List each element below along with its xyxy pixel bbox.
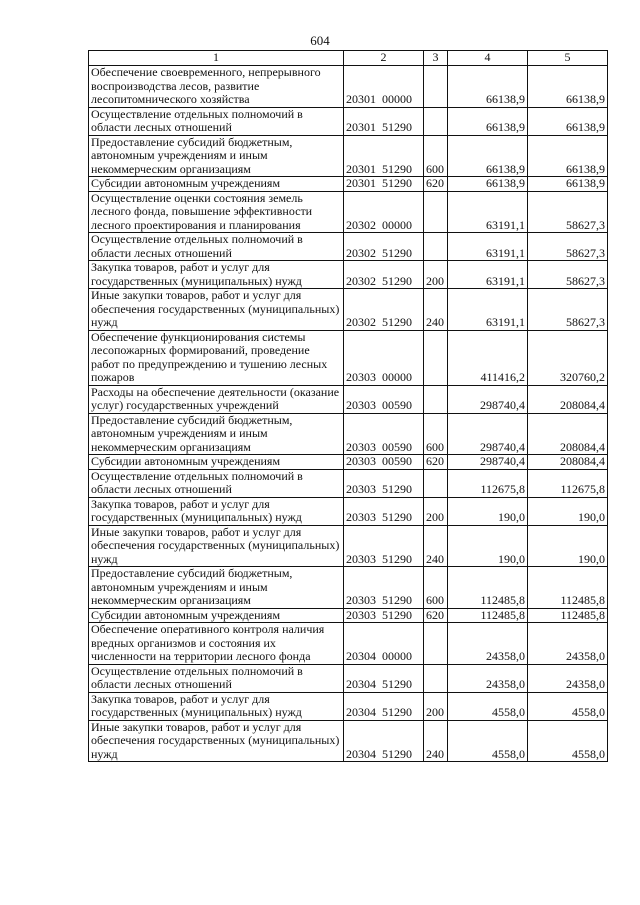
row-name: Закупка товаров, работ и услуг для государственных (муниципальных) нужд bbox=[89, 261, 344, 289]
row-name: Обеспечение своевременного, непрерывного воспроизводства лесов, развитие лесопитомнического хозяйства bbox=[89, 66, 344, 108]
row-name: Осуществление отдельных полномочий в области лесных отношений bbox=[89, 233, 344, 261]
row-value-col4: 190,0 bbox=[448, 497, 528, 525]
row-expense-type bbox=[424, 469, 448, 497]
row-code: 20303 00590 bbox=[344, 385, 424, 413]
table-row bbox=[89, 525, 608, 567]
header-row bbox=[89, 51, 608, 66]
row-expense-type: 600 bbox=[424, 413, 448, 455]
row-name: Предоставление субсидий бюджетным, автономным учреждениям и иным некоммерческим организациям bbox=[89, 567, 344, 609]
row-expense-type: 200 bbox=[424, 497, 448, 525]
row-value-col5: 190,0 bbox=[528, 525, 608, 567]
row-value-col5: 320760,2 bbox=[528, 330, 608, 385]
row-code: 20301 00000 bbox=[344, 66, 424, 108]
table-row bbox=[89, 608, 608, 623]
table-row bbox=[89, 497, 608, 525]
row-code: 20304 51290 bbox=[344, 664, 424, 692]
page-number: 604 bbox=[310, 33, 330, 48]
row-name: Субсидии автономным учреждениям bbox=[89, 177, 344, 192]
table-row bbox=[89, 720, 608, 762]
row-expense-type: 240 bbox=[424, 525, 448, 567]
row-code: 20303 00000 bbox=[344, 330, 424, 385]
row-value-col4: 411416,2 bbox=[448, 330, 528, 385]
row-name: Иные закупки товаров, работ и услуг для обеспечения государственных (муниципальных) нужд bbox=[89, 525, 344, 567]
row-name: Предоставление субсидий бюджетным, автономным учреждениям и иным некоммерческим организациям bbox=[89, 135, 344, 177]
row-value-col5: 24358,0 bbox=[528, 623, 608, 665]
row-value-col4: 63191,1 bbox=[448, 233, 528, 261]
row-expense-type: 200 bbox=[424, 692, 448, 720]
header-col-3: 3 bbox=[424, 51, 448, 66]
row-value-col4: 298740,4 bbox=[448, 455, 528, 470]
row-value-col5: 112485,8 bbox=[528, 608, 608, 623]
row-value-col5: 190,0 bbox=[528, 497, 608, 525]
table-row bbox=[89, 385, 608, 413]
table-row bbox=[89, 177, 608, 192]
row-name: Осуществление отдельных полномочий в области лесных отношений bbox=[89, 107, 344, 135]
row-value-col4: 298740,4 bbox=[448, 413, 528, 455]
row-value-col4: 112485,8 bbox=[448, 608, 528, 623]
table-body bbox=[89, 66, 608, 762]
table-row bbox=[89, 413, 608, 455]
table-row bbox=[89, 330, 608, 385]
table-row bbox=[89, 135, 608, 177]
row-expense-type: 240 bbox=[424, 289, 448, 331]
row-expense-type: 240 bbox=[424, 720, 448, 762]
row-value-col5: 58627,3 bbox=[528, 233, 608, 261]
row-name: Иные закупки товаров, работ и услуг для обеспечения государственных (муниципальных) нужд bbox=[89, 720, 344, 762]
row-value-col4: 63191,1 bbox=[448, 191, 528, 233]
row-name: Осуществление отдельных полномочий в области лесных отношений bbox=[89, 664, 344, 692]
row-code: 20301 51290 bbox=[344, 135, 424, 177]
table-row bbox=[89, 66, 608, 108]
row-code: 20303 00590 bbox=[344, 455, 424, 470]
row-value-col5: 4558,0 bbox=[528, 720, 608, 762]
row-value-col4: 112485,8 bbox=[448, 567, 528, 609]
row-expense-type bbox=[424, 66, 448, 108]
row-value-col4: 4558,0 bbox=[448, 692, 528, 720]
row-value-col4: 66138,9 bbox=[448, 66, 528, 108]
row-code: 20304 51290 bbox=[344, 720, 424, 762]
row-expense-type bbox=[424, 623, 448, 665]
row-name: Иные закупки товаров, работ и услуг для обеспечения государственных (муниципальных) нужд bbox=[89, 289, 344, 331]
row-code: 20304 51290 bbox=[344, 692, 424, 720]
table-row bbox=[89, 623, 608, 665]
table-row bbox=[89, 455, 608, 470]
table-row bbox=[89, 233, 608, 261]
row-code: 20301 51290 bbox=[344, 177, 424, 192]
row-code: 20301 51290 bbox=[344, 107, 424, 135]
row-code: 20303 00590 bbox=[344, 413, 424, 455]
row-expense-type: 620 bbox=[424, 608, 448, 623]
row-code: 20303 51290 bbox=[344, 525, 424, 567]
row-value-col5: 66138,9 bbox=[528, 66, 608, 108]
row-expense-type: 600 bbox=[424, 567, 448, 609]
row-name: Осуществление отдельных полномочий в области лесных отношений bbox=[89, 469, 344, 497]
row-value-col5: 24358,0 bbox=[528, 664, 608, 692]
row-value-col5: 4558,0 bbox=[528, 692, 608, 720]
table-row bbox=[89, 261, 608, 289]
row-value-col5: 58627,3 bbox=[528, 289, 608, 331]
row-expense-type: 620 bbox=[424, 455, 448, 470]
row-name: Субсидии автономным учреждениям bbox=[89, 608, 344, 623]
row-name: Предоставление субсидий бюджетным, автономным учреждениям и иным некоммерческим организациям bbox=[89, 413, 344, 455]
table-row bbox=[89, 107, 608, 135]
row-name: Обеспечение функционирования системы лесопожарных формирований, проведение работ по предупреждению и тушению лесных пожаров bbox=[89, 330, 344, 385]
header-col-1: 1 bbox=[89, 51, 344, 66]
row-value-col5: 112485,8 bbox=[528, 567, 608, 609]
row-value-col4: 66138,9 bbox=[448, 177, 528, 192]
row-code: 20302 51290 bbox=[344, 261, 424, 289]
row-name: Обеспечение оперативного контроля наличия вредных организмов и состояния их численности на территории лесного фонда bbox=[89, 623, 344, 665]
row-value-col5: 58627,3 bbox=[528, 191, 608, 233]
row-code: 20304 00000 bbox=[344, 623, 424, 665]
row-value-col4: 298740,4 bbox=[448, 385, 528, 413]
row-expense-type bbox=[424, 385, 448, 413]
row-name: Субсидии автономным учреждениям bbox=[89, 455, 344, 470]
row-expense-type bbox=[424, 107, 448, 135]
row-name: Закупка товаров, работ и услуг для государственных (муниципальных) нужд bbox=[89, 692, 344, 720]
row-value-col4: 63191,1 bbox=[448, 261, 528, 289]
row-value-col5: 208084,4 bbox=[528, 385, 608, 413]
row-expense-type: 600 bbox=[424, 135, 448, 177]
row-value-col4: 190,0 bbox=[448, 525, 528, 567]
table-row bbox=[89, 469, 608, 497]
row-code: 20302 51290 bbox=[344, 233, 424, 261]
row-value-col5: 58627,3 bbox=[528, 261, 608, 289]
row-expense-type: 620 bbox=[424, 177, 448, 192]
row-value-col5: 208084,4 bbox=[528, 413, 608, 455]
header-col-2: 2 bbox=[344, 51, 424, 66]
row-value-col4: 24358,0 bbox=[448, 664, 528, 692]
row-code: 20303 51290 bbox=[344, 567, 424, 609]
table-row bbox=[89, 289, 608, 331]
row-value-col5: 66138,9 bbox=[528, 135, 608, 177]
table-row bbox=[89, 567, 608, 609]
row-value-col4: 66138,9 bbox=[448, 135, 528, 177]
row-name: Закупка товаров, работ и услуг для государственных (муниципальных) нужд bbox=[89, 497, 344, 525]
header-col-4: 4 bbox=[448, 51, 528, 66]
table-row bbox=[89, 191, 608, 233]
row-value-col4: 63191,1 bbox=[448, 289, 528, 331]
header-col-5: 5 bbox=[528, 51, 608, 66]
row-code: 20303 51290 bbox=[344, 497, 424, 525]
row-value-col5: 112675,8 bbox=[528, 469, 608, 497]
row-expense-type: 200 bbox=[424, 261, 448, 289]
row-name: Осуществление оценки состояния земель лесного фонда, повышение эффективности лесного проектирования и планирования bbox=[89, 191, 344, 233]
row-code: 20303 51290 bbox=[344, 608, 424, 623]
budget-table bbox=[88, 50, 608, 762]
table-row bbox=[89, 692, 608, 720]
table-row bbox=[89, 664, 608, 692]
row-expense-type bbox=[424, 233, 448, 261]
row-value-col5: 66138,9 bbox=[528, 177, 608, 192]
row-value-col4: 24358,0 bbox=[448, 623, 528, 665]
row-expense-type bbox=[424, 330, 448, 385]
row-name: Расходы на обеспечение деятельности (оказание услуг) государственных учреждений bbox=[89, 385, 344, 413]
row-expense-type bbox=[424, 664, 448, 692]
row-value-col5: 66138,9 bbox=[528, 107, 608, 135]
table-header bbox=[89, 51, 608, 66]
row-value-col4: 66138,9 bbox=[448, 107, 528, 135]
row-value-col4: 4558,0 bbox=[448, 720, 528, 762]
row-code: 20302 00000 bbox=[344, 191, 424, 233]
row-value-col5: 208084,4 bbox=[528, 455, 608, 470]
row-code: 20302 51290 bbox=[344, 289, 424, 331]
row-value-col4: 112675,8 bbox=[448, 469, 528, 497]
row-code: 20303 51290 bbox=[344, 469, 424, 497]
row-expense-type bbox=[424, 191, 448, 233]
